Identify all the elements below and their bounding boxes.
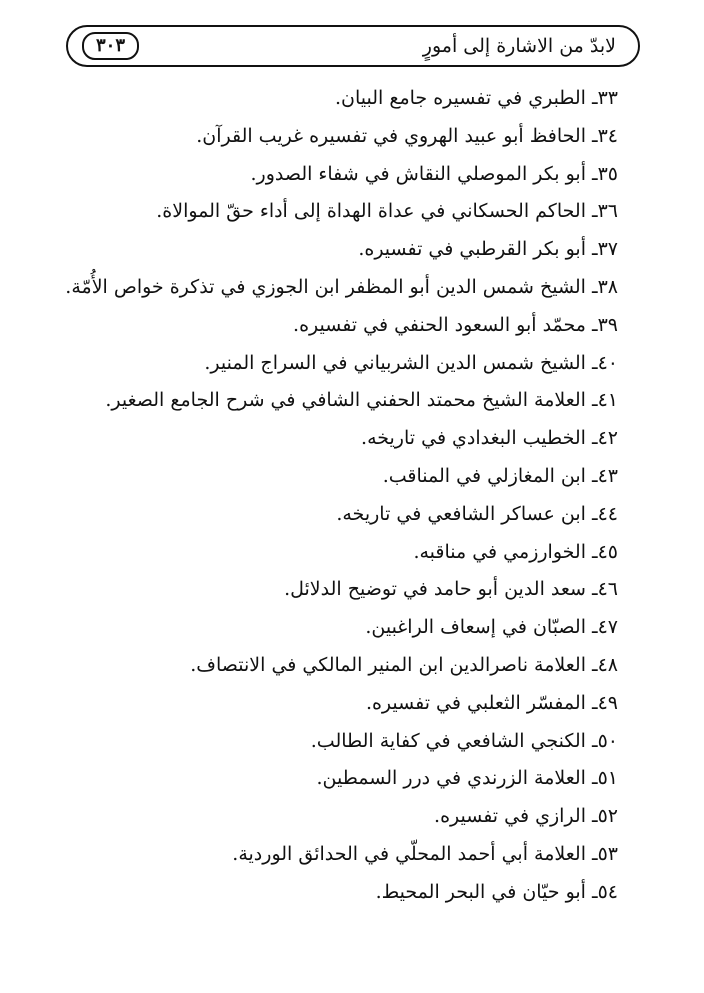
running-title: لابدّ من الاشارة إلى أمورٍ (422, 35, 616, 57)
list-item: ٥٢ـ الرازي في تفسيره. (434, 805, 618, 828)
list-item: ٤٩ـ المفسّر الثعلبي في تفسيره. (365, 691, 618, 714)
list-item: ٤٧ـ الصبّان في إسعاف الراغبين. (365, 616, 618, 639)
list-item: ٤٠ـ الشيخ شمس الدين الشربياني في السراج المنير. (204, 351, 618, 374)
list-item: ٣٩ـ محمّد أبو السعود الحنفي في تفسيره. (293, 313, 618, 336)
list-item: ٣٧ـ أبو بكر القرطبي في تفسيره. (358, 238, 618, 261)
list-item: ٤٤ـ ابن عساكر الشافعي في تاريخه. (336, 502, 618, 525)
entry-list (18, 80, 618, 912)
list-item: ٥١ـ العلامة الزرندي في درر السمطين. (316, 767, 618, 790)
list-item: ٣٥ـ أبو بكر الموصلي النقاش في شفاء الصدور. (250, 162, 618, 185)
list-item: ٣٤ـ الحافظ أبو عبيد الهروي في تفسيره غريب القرآن. (196, 124, 618, 147)
list-item: ٤٥ـ الخوارزمي في مناقبه. (413, 540, 618, 563)
list-item: ٥٣ـ العلامة أبي أحمد المحلّي في الحدائق الوردية. (232, 842, 618, 865)
list-item: ٤٦ـ سعد الدين أبو حامد في توضيح الدلائل. (284, 578, 618, 601)
page-header (66, 25, 640, 67)
list-item: ٥٤ـ أبو حيّان في البحر المحيط. (375, 880, 618, 903)
list-item: ٤٣ـ ابن المغازلي في المناقب. (382, 464, 618, 487)
list-item: ٣٨ـ الشيخ شمس الدين أبو المظفر ابن الجوزي في تذكرة خواص الأُمّة. (65, 275, 618, 298)
list-item: ٤٢ـ الخطيب البغدادي في تاريخه. (361, 427, 618, 450)
list-item: ٤١ـ العلامة الشيخ محمتد الحفني الشافي في شرح الجامع الصغير. (105, 389, 618, 412)
list-item: ٣٣ـ الطبري في تفسيره جامع البيان. (334, 87, 618, 109)
list-item: ٥٠ـ الكنجي الشافعي في كفاية الطالب. (310, 729, 618, 752)
list-item: ٤٨ـ العلامة ناصرالدين ابن المنير المالكي في الانتصاف. (190, 653, 618, 676)
list-item: ٣٦ـ الحاكم الحسكاني في عداة الهداة إلى أداء حقّ الموالاة. (156, 200, 618, 223)
page-number: ٣٠٣ (82, 32, 139, 60)
